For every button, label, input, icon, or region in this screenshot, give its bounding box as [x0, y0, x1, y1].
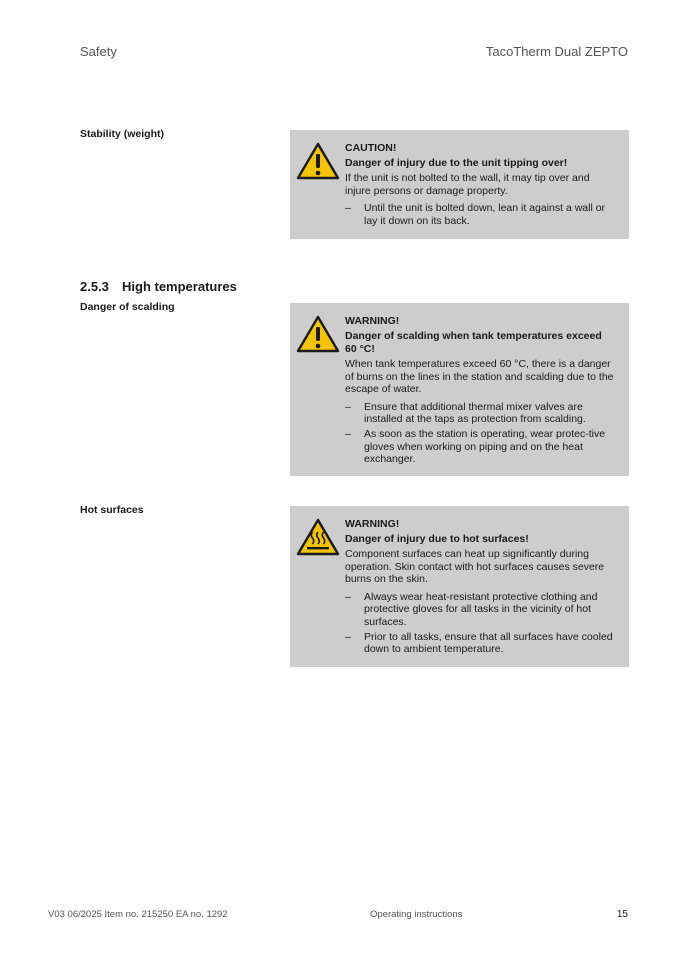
measure-item: – As soon as the station is operating, wear protec-tive gloves when working on piping and on the heat exchanger. — [345, 428, 615, 466]
hazard-headline: Danger of injury due to hot surfaces! — [345, 533, 529, 545]
warning-triangle-icon — [296, 142, 340, 180]
header-section: Safety — [80, 44, 117, 59]
signal-word: WARNING! — [345, 315, 400, 327]
measures-list — [345, 401, 615, 466]
signal-word: WARNING! — [345, 518, 400, 530]
hazard-description: When tank temperatures exceed 60 °C, there is a danger of burns on the lines in the station and scalding due to the escape of water. — [345, 358, 614, 396]
stability-label: Stability (weight) — [80, 128, 164, 140]
hazard-description: If the unit is not bolted to the wall, it may tip over and injure persons or damage property. — [345, 172, 590, 197]
warning-triangle-icon — [296, 315, 340, 353]
measure-item: – Prior to all tasks, ensure that all surfaces have cooled down to ambient temperature. — [345, 631, 615, 656]
hot-surfaces-label: Hot surfaces — [80, 504, 144, 516]
header-product: TacoTherm Dual ZEPTO — [485, 44, 628, 59]
hazard-headline: Danger of scalding when tank temperatures exceed 60 °C! — [345, 330, 602, 355]
measure-item: – Ensure that additional thermal mixer valves are installed at the taps as protection from scalding. — [345, 401, 615, 426]
signal-word: CAUTION! — [345, 142, 397, 154]
measure-item: – Until the unit is bolted down, lean it against a wall or lay it down on its back. — [345, 202, 615, 227]
warning-box-scalding — [290, 303, 629, 476]
footer-revision: V03 06/2025 Item no. 215250 EA no. 1292 — [48, 909, 228, 920]
section-title: High temperatures — [122, 279, 237, 294]
measure-item: – Always wear heat-resistant protective clothing and protective gloves for all tasks in the vicinity of hot surfaces. — [345, 591, 615, 629]
footer-doc-type: Operating instructions — [370, 909, 463, 920]
hazard-headline: Danger of injury due to the unit tipping over! — [345, 157, 568, 169]
measures-list — [345, 202, 615, 227]
caution-box-tipping — [290, 130, 629, 239]
hazard-description: Component surfaces can heat up significantly during operation. Skin contact with hot surfaces causes severe burns on the skin. — [345, 548, 605, 586]
section-number: 2.5.3 — [80, 279, 109, 294]
measures-list — [345, 591, 615, 656]
hot-surface-icon — [296, 518, 340, 556]
section-heading — [80, 279, 237, 294]
scalding-label: Danger of scalding — [80, 301, 175, 313]
warning-box-hot-surfaces — [290, 506, 629, 667]
page-number: 15 — [616, 909, 628, 920]
